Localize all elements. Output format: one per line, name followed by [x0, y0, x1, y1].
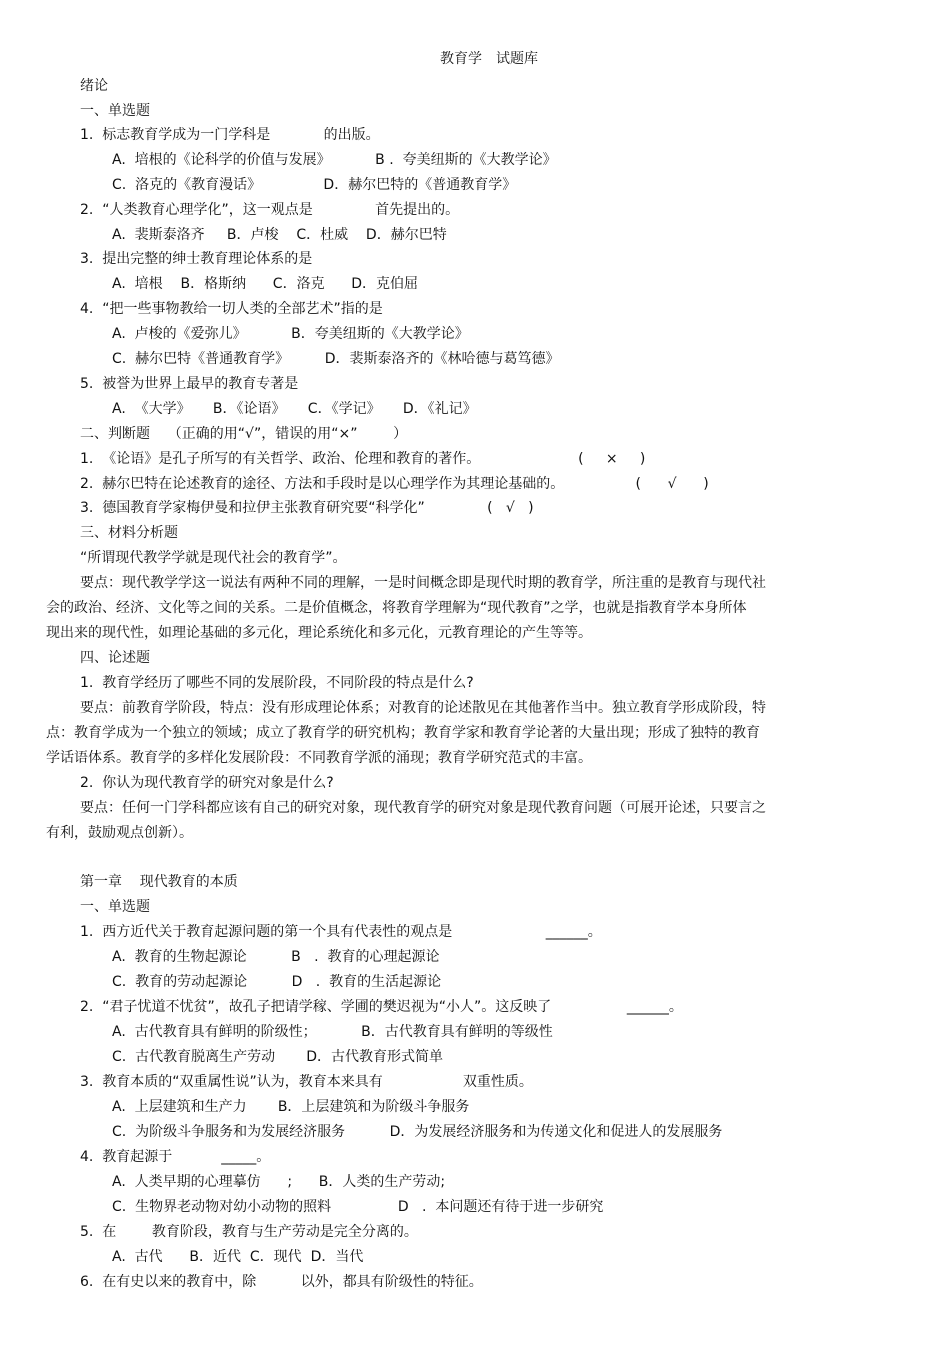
text-line: 会的政治、经济、文化等之间的关系。二是价值概念，将教育学理解为“现代教育”之学，也就是指教育学本身所体 — [46, 600, 747, 616]
text-line: 2. 你认为现代教育学的研究对象是什么? — [80, 775, 334, 791]
text-line: 要点：前教育学阶段，特点：没有形成理论体系；对教育的论述散见在其他著作当中。独立教育学形成阶段，特 — [80, 700, 766, 716]
text-line: 1. 西方近代关于教育起源问题的第一个具有代表性的观点是 ______。 — [80, 924, 602, 940]
text-line: A. 培根的《论科学的价值与发展》 B . 夸美纽斯的《大教学论》 — [112, 152, 557, 168]
text-line: 二、判断题 （正确的用“√”，错误的用“×” ） — [80, 426, 408, 442]
text-line: 2. 赫尔巴特在论述教育的途径、方法和手段时是以心理学作为其理论基础的。 ( √ ) — [80, 476, 709, 492]
text-line: 要点：现代教学学这一说法有两种不同的理解，一是时间概念即是现代时期的教育学，所注重的是教育与现代社 — [80, 575, 766, 591]
text-line: 一、单选题 — [80, 103, 150, 119]
text-line: A. 裴斯泰洛齐 B．卢梭 C．杜威 D．赫尔巴特 — [112, 227, 447, 243]
text-line: 点：教育学成为一个独立的领域；成立了教育学的研究机构；教育学家和教育学论著的大量出现；形成了独特的教育 — [46, 725, 760, 741]
text-line: 5. 被誉为世界上最早的教育专著是 — [80, 376, 299, 392]
text-line: 3. 教育本质的“双重属性说”认为，教育本来具有 双重性质。 — [80, 1074, 533, 1090]
text-line: 学话语体系。教育学的多样化发展阶段：不同教育学派的涌现；教育学研究范式的丰富。 — [46, 750, 592, 766]
text-line: A. 卢梭的《爱弥儿》 B．夸美纽斯的《大教学论》 — [112, 326, 469, 342]
text-line: 2. “人类教育心理学化”，这一观点是 首先提出的。 — [80, 202, 460, 218]
text-line: 6. 在有史以来的教育中，除 以外，都具有阶级性的特征。 — [80, 1274, 483, 1290]
text-line: 现出来的现代性，如理论基础的多元化，理论系统化和多元化，元教育理论的产生等等。 — [46, 625, 592, 641]
text-line: 2. “君子忧道不忧贫”，故孔子把请学稼、学圃的樊迟视为“小人”。这反映了 ______。 — [80, 999, 683, 1015]
text-line: A. 《大学》 B．《论语》 C．《学记》 D．《礼记》 — [112, 401, 477, 417]
text-line: C. 洛克的《教育漫话》 D．赫尔巴特的《普通教育学》 — [112, 177, 517, 193]
text-line: 三、材料分析题 — [80, 525, 178, 541]
text-line: 绪论 — [80, 78, 108, 94]
text-line: 5. 在 教育阶段，教育与生产劳动是完全分离的。 — [80, 1224, 418, 1240]
text-line: A. 古代 B．近代 C．现代 D．当代 — [112, 1249, 364, 1265]
text-line: A. 教育的生物起源论 B . 教育的心理起源论 — [112, 949, 440, 965]
text-line: 1. 《论语》是孔子所写的有关哲学、政治、伦理和教育的著作。 ( × ) — [80, 451, 646, 467]
text-line: 一、单选题 — [80, 899, 150, 915]
text-line: 3. 提出完整的绅士教育理论体系的是 — [80, 251, 313, 267]
text-line: 4. “把一些事物教给一切人类的全部艺术”指的是 — [80, 301, 383, 317]
text-line: “所谓现代教学学就是现代社会的教育学”。 — [80, 550, 347, 566]
text-line: 有利，鼓励观点创新）。 — [46, 825, 193, 841]
text-line: C. 生物界老动物对幼小动物的照料 D . 本问题还有待于进一步研究 — [112, 1199, 604, 1215]
text-line: 要点：任何一门学科都应该有自己的研究对象，现代教育学的研究对象是现代教育问题（可展开论述，只要言之 — [80, 800, 766, 816]
text-line: 1. 教育学经历了哪些不同的发展阶段，不同阶段的特点是什么? — [80, 675, 474, 691]
text-line: 1. 标志教育学成为一门学科是 的出版。 — [80, 127, 380, 143]
text-line: C. 古代教育脱离生产劳动 D．古代教育形式简单 — [112, 1049, 444, 1065]
text-line: C. 赫尔巴特《普通教育学》 D．裴斯泰洛齐的《林哈德与葛笃德》 — [112, 351, 560, 367]
text-line: A. 培根 B．格斯纳 C．洛克 D．克伯屈 — [112, 276, 419, 292]
text-line: 3. 德国教育学家梅伊曼和拉伊主张教育研究要“科学化” ( √ ) — [80, 500, 534, 516]
text-line: 4. 教育起源于 _____。 — [80, 1149, 271, 1165]
text-line: C. 教育的劳动起源论 D . 教育的生活起源论 — [112, 974, 442, 990]
text-line: 第一章 现代教育的本质 — [80, 874, 238, 890]
page-title: 教育学 试题库 — [440, 51, 538, 67]
text-line: A. 人类早期的心理摹仿 ; B．人类的生产劳动; — [112, 1174, 446, 1190]
text-line: A. 古代教育具有鲜明的阶级性； B．古代教育具有鲜明的等级性 — [112, 1024, 553, 1040]
text-line: C. 为阶级斗争服务和为发展经济服务 D．为发展经济服务和为传递文化和促进人的发展服务 — [112, 1124, 723, 1140]
text-line: 四、论述题 — [80, 650, 150, 666]
text-line: A. 上层建筑和生产力 B．上层建筑和为阶级斗争服务 — [112, 1099, 470, 1115]
